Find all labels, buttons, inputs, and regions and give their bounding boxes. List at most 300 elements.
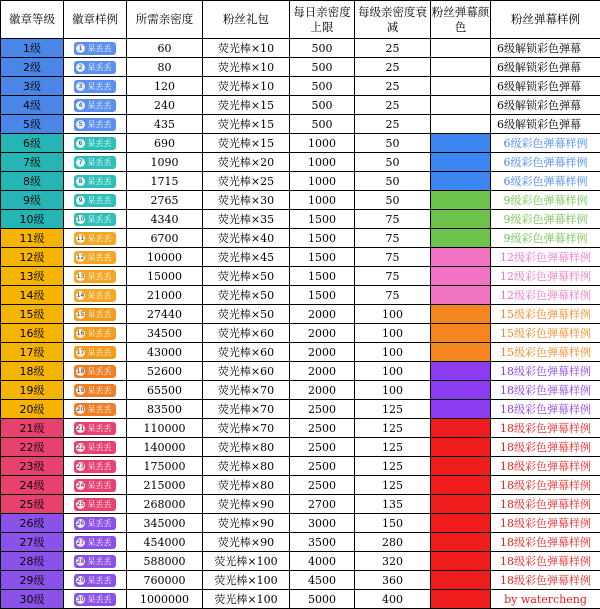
- daily-cap-cell: 1000: [290, 153, 355, 172]
- fan-badge-icon: [74, 251, 116, 264]
- danmu-example-cell: 15级彩色弹幕样例: [491, 343, 600, 362]
- level-cell: 14级: [1, 286, 64, 305]
- level-cell: 21级: [1, 419, 64, 438]
- badge-cell: [64, 438, 127, 457]
- level-cell: 15级: [1, 305, 64, 324]
- intimacy-cell: 120: [127, 77, 203, 96]
- intimacy-cell: 83500: [127, 400, 203, 419]
- danmu-color-swatch: [431, 58, 491, 77]
- gift-cell: 荧光棒×10: [203, 39, 290, 58]
- danmu-example-cell: 18级彩色弹幕样例: [491, 552, 600, 571]
- danmu-example-cell: 12级彩色弹幕样例: [491, 248, 600, 267]
- danmu-example-cell: 6级解锁彩色弹幕: [491, 115, 600, 134]
- danmu-example-cell: by watercheng: [491, 590, 600, 609]
- decay-cell: 150: [355, 514, 431, 533]
- daily-cap-cell: 1000: [290, 172, 355, 191]
- badge-cell: [64, 324, 127, 343]
- gift-cell: 荧光棒×70: [203, 381, 290, 400]
- level-cell: 10级: [1, 210, 64, 229]
- fan-badge-icon: [74, 574, 116, 587]
- header-danmu-example: 粉丝弹幕样例: [491, 1, 600, 39]
- badge-number: 22: [76, 443, 85, 452]
- table-row: [1, 210, 600, 229]
- danmu-example-cell: 9级彩色弹幕样例: [491, 210, 600, 229]
- decay-cell: 50: [355, 153, 431, 172]
- danmu-example-cell: 18级彩色弹幕样例: [491, 457, 600, 476]
- danmu-example-cell: 18级彩色弹幕样例: [491, 438, 600, 457]
- decay-cell: 75: [355, 286, 431, 305]
- gift-cell: 荧光棒×80: [203, 457, 290, 476]
- danmu-color-swatch: [431, 305, 491, 324]
- level-cell: 6级: [1, 134, 64, 153]
- intimacy-cell: 10000: [127, 248, 203, 267]
- danmu-color-swatch: [431, 552, 491, 571]
- decay-cell: 75: [355, 229, 431, 248]
- gift-cell: 荧光棒×50: [203, 305, 290, 324]
- daily-cap-cell: 2000: [290, 343, 355, 362]
- fan-badge-icon: [74, 365, 116, 378]
- badge-name: 呆丢丢: [85, 308, 114, 321]
- fan-badge-icon: [74, 156, 116, 169]
- table-row: [1, 495, 600, 514]
- level-cell: 23级: [1, 457, 64, 476]
- fan-badge-icon: [74, 194, 116, 207]
- badge-cell: [64, 419, 127, 438]
- badge-number: 13: [76, 272, 85, 281]
- daily-cap-cell: 2000: [290, 362, 355, 381]
- badge-cell: [64, 191, 127, 210]
- decay-cell: 25: [355, 96, 431, 115]
- fan-badge-icon: [74, 289, 116, 302]
- badge-name: 呆丢丢: [85, 194, 114, 207]
- intimacy-cell: 2765: [127, 191, 203, 210]
- badge-name: 呆丢丢: [85, 156, 114, 169]
- level-cell: 30级: [1, 590, 64, 609]
- badge-name: 呆丢丢: [85, 327, 114, 340]
- table-row: [1, 229, 600, 248]
- danmu-color-swatch: [431, 343, 491, 362]
- table-row: [1, 172, 600, 191]
- danmu-example-cell: 6级解锁彩色弹幕: [491, 39, 600, 58]
- level-cell: 28级: [1, 552, 64, 571]
- daily-cap-cell: 500: [290, 77, 355, 96]
- daily-cap-cell: 500: [290, 115, 355, 134]
- fan-badge-icon: [74, 99, 116, 112]
- fan-badge-icon: [74, 137, 116, 150]
- badge-cell: [64, 115, 127, 134]
- table-row: [1, 400, 600, 419]
- badge-name: 呆丢丢: [85, 574, 114, 587]
- danmu-example-cell: 18级彩色弹幕样例: [491, 362, 600, 381]
- gift-cell: 荧光棒×70: [203, 419, 290, 438]
- badge-number: 8: [76, 177, 85, 186]
- level-cell: 27级: [1, 533, 64, 552]
- fan-badge-icon: [74, 327, 116, 340]
- badge-number: 14: [76, 291, 85, 300]
- badge-cell: [64, 210, 127, 229]
- badge-number: 21: [76, 424, 85, 433]
- danmu-example-cell: 6级彩色弹幕样例: [491, 134, 600, 153]
- fan-badge-icon: [74, 517, 116, 530]
- decay-cell: 125: [355, 438, 431, 457]
- badge-cell: [64, 267, 127, 286]
- gift-cell: 荧光棒×25: [203, 172, 290, 191]
- intimacy-cell: 21000: [127, 286, 203, 305]
- header-fan-gift: 粉丝礼包: [203, 1, 290, 39]
- table-row: [1, 134, 600, 153]
- table-row: [1, 419, 600, 438]
- danmu-color-swatch: [431, 533, 491, 552]
- badge-number: 17: [76, 348, 85, 357]
- fan-badge-icon: [74, 593, 116, 606]
- table-row: [1, 343, 600, 362]
- fan-badge-icon: [74, 308, 116, 321]
- level-cell: 12级: [1, 248, 64, 267]
- badge-name: 呆丢丢: [85, 555, 114, 568]
- table-row: [1, 381, 600, 400]
- level-cell: 29级: [1, 571, 64, 590]
- decay-cell: 25: [355, 77, 431, 96]
- gift-cell: 荧光棒×15: [203, 96, 290, 115]
- daily-cap-cell: 1500: [290, 248, 355, 267]
- header-daily-cap: 每日亲密度上限: [290, 1, 355, 39]
- gift-cell: 荧光棒×90: [203, 514, 290, 533]
- decay-cell: 50: [355, 134, 431, 153]
- badge-name: 呆丢丢: [85, 61, 114, 74]
- badge-name: 呆丢丢: [85, 42, 114, 55]
- badge-number: 18: [76, 367, 85, 376]
- decay-cell: 100: [355, 362, 431, 381]
- gift-cell: 荧光棒×10: [203, 77, 290, 96]
- badge-number: 1: [76, 44, 85, 53]
- level-cell: 19级: [1, 381, 64, 400]
- gift-cell: 荧光棒×60: [203, 362, 290, 381]
- daily-cap-cell: 2500: [290, 476, 355, 495]
- badge-name: 呆丢丢: [85, 346, 114, 359]
- gift-cell: 荧光棒×90: [203, 533, 290, 552]
- daily-cap-cell: 2500: [290, 438, 355, 457]
- gift-cell: 荧光棒×15: [203, 134, 290, 153]
- badge-cell: [64, 400, 127, 419]
- decay-cell: 75: [355, 248, 431, 267]
- fan-badge-icon: [74, 555, 116, 568]
- daily-cap-cell: 2500: [290, 400, 355, 419]
- header-danmu-color: 粉丝弹幕颜色: [431, 1, 491, 39]
- danmu-example-cell: 15级彩色弹幕样例: [491, 324, 600, 343]
- danmu-example-cell: 12级彩色弹幕样例: [491, 286, 600, 305]
- danmu-example-cell: 18级彩色弹幕样例: [491, 533, 600, 552]
- fan-badge-icon: [74, 498, 116, 511]
- badge-number: 25: [76, 500, 85, 509]
- fan-badge-icon: [74, 42, 116, 55]
- daily-cap-cell: 500: [290, 39, 355, 58]
- badge-number: 28: [76, 557, 85, 566]
- gift-cell: 荧光棒×40: [203, 229, 290, 248]
- table-row: [1, 438, 600, 457]
- badge-name: 呆丢丢: [85, 213, 114, 226]
- intimacy-cell: 268000: [127, 495, 203, 514]
- badge-name: 呆丢丢: [85, 384, 114, 397]
- badge-cell: [64, 153, 127, 172]
- intimacy-cell: 1000000: [127, 590, 203, 609]
- decay-cell: 50: [355, 172, 431, 191]
- decay-cell: 100: [355, 305, 431, 324]
- danmu-color-swatch: [431, 96, 491, 115]
- badge-cell: [64, 381, 127, 400]
- daily-cap-cell: 4000: [290, 552, 355, 571]
- badge-name: 呆丢丢: [85, 137, 114, 150]
- intimacy-cell: 1090: [127, 153, 203, 172]
- danmu-example-cell: 18级彩色弹幕样例: [491, 419, 600, 438]
- badge-cell: [64, 77, 127, 96]
- level-cell: 20级: [1, 400, 64, 419]
- danmu-color-swatch: [431, 39, 491, 58]
- table-row: [1, 191, 600, 210]
- danmu-color-swatch: [431, 286, 491, 305]
- badge-number: 10: [76, 215, 85, 224]
- danmu-color-swatch: [431, 495, 491, 514]
- badge-cell: [64, 229, 127, 248]
- badge-number: 20: [76, 405, 85, 414]
- danmu-example-cell: 18级彩色弹幕样例: [491, 571, 600, 590]
- fan-badge-icon: [74, 384, 116, 397]
- badge-number: 23: [76, 462, 85, 471]
- intimacy-cell: 760000: [127, 571, 203, 590]
- danmu-color-swatch: [431, 115, 491, 134]
- badge-name: 呆丢丢: [85, 479, 114, 492]
- daily-cap-cell: 2000: [290, 305, 355, 324]
- level-cell: 4级: [1, 96, 64, 115]
- badge-cell: [64, 552, 127, 571]
- danmu-example-cell: 9级彩色弹幕样例: [491, 191, 600, 210]
- daily-cap-cell: 1000: [290, 191, 355, 210]
- badge-number: 15: [76, 310, 85, 319]
- intimacy-cell: 60: [127, 39, 203, 58]
- intimacy-cell: 80: [127, 58, 203, 77]
- level-cell: 26级: [1, 514, 64, 533]
- badge-name: 呆丢丢: [85, 441, 114, 454]
- fan-badge-icon: [74, 232, 116, 245]
- table-row: [1, 115, 600, 134]
- fan-badge-icon: [74, 479, 116, 492]
- badge-cell: [64, 533, 127, 552]
- intimacy-cell: 43000: [127, 343, 203, 362]
- danmu-color-swatch: [431, 248, 491, 267]
- intimacy-cell: 1715: [127, 172, 203, 191]
- gift-cell: 荧光棒×60: [203, 324, 290, 343]
- intimacy-cell: 52600: [127, 362, 203, 381]
- badge-name: 呆丢丢: [85, 289, 114, 302]
- badge-cell: [64, 457, 127, 476]
- badge-number: 2: [76, 63, 85, 72]
- intimacy-cell: 4340: [127, 210, 203, 229]
- gift-cell: 荧光棒×45: [203, 248, 290, 267]
- badge-name: 呆丢丢: [85, 536, 114, 549]
- decay-cell: 125: [355, 419, 431, 438]
- gift-cell: 荧光棒×50: [203, 267, 290, 286]
- badge-name: 呆丢丢: [85, 365, 114, 378]
- danmu-color-swatch: [431, 457, 491, 476]
- daily-cap-cell: 1500: [290, 229, 355, 248]
- decay-cell: 100: [355, 343, 431, 362]
- danmu-color-swatch: [431, 514, 491, 533]
- badge-cell: [64, 476, 127, 495]
- decay-cell: 25: [355, 115, 431, 134]
- level-cell: 13级: [1, 267, 64, 286]
- table-body: [1, 39, 600, 609]
- level-cell: 5级: [1, 115, 64, 134]
- daily-cap-cell: 1500: [290, 286, 355, 305]
- decay-cell: 400: [355, 590, 431, 609]
- danmu-color-swatch: [431, 419, 491, 438]
- badge-number: 24: [76, 481, 85, 490]
- intimacy-cell: 34500: [127, 324, 203, 343]
- danmu-example-cell: 18级彩色弹幕样例: [491, 381, 600, 400]
- badge-cell: [64, 58, 127, 77]
- gift-cell: 荧光棒×70: [203, 400, 290, 419]
- badge-name: 呆丢丢: [85, 422, 114, 435]
- decay-cell: 135: [355, 495, 431, 514]
- badge-name: 呆丢丢: [85, 460, 114, 473]
- level-cell: 22级: [1, 438, 64, 457]
- gift-cell: 荧光棒×80: [203, 438, 290, 457]
- intimacy-cell: 6700: [127, 229, 203, 248]
- danmu-example-cell: 12级彩色弹幕样例: [491, 267, 600, 286]
- header-badge-level: 徽章等级: [1, 1, 64, 39]
- fan-badge-icon: [74, 346, 116, 359]
- intimacy-cell: 215000: [127, 476, 203, 495]
- daily-cap-cell: 5000: [290, 590, 355, 609]
- danmu-color-swatch: [431, 210, 491, 229]
- decay-cell: 50: [355, 191, 431, 210]
- badge-cell: [64, 39, 127, 58]
- table-row: [1, 286, 600, 305]
- gift-cell: 荧光棒×100: [203, 590, 290, 609]
- badge-number: 27: [76, 538, 85, 547]
- badge-number: 29: [76, 576, 85, 585]
- intimacy-cell: 27440: [127, 305, 203, 324]
- decay-cell: 125: [355, 400, 431, 419]
- danmu-example-cell: 6级解锁彩色弹幕: [491, 96, 600, 115]
- gift-cell: 荧光棒×50: [203, 286, 290, 305]
- fan-badge-icon: [74, 441, 116, 454]
- badge-cell: [64, 514, 127, 533]
- danmu-example-cell: 6级彩色弹幕样例: [491, 153, 600, 172]
- intimacy-cell: 15000: [127, 267, 203, 286]
- danmu-color-swatch: [431, 267, 491, 286]
- badge-number: 30: [76, 595, 85, 604]
- table-row: [1, 552, 600, 571]
- badge-number: 12: [76, 253, 85, 262]
- fan-badge-icon: [74, 118, 116, 131]
- daily-cap-cell: 1000: [290, 134, 355, 153]
- badge-name: 呆丢丢: [85, 593, 114, 606]
- intimacy-cell: 345000: [127, 514, 203, 533]
- danmu-color-swatch: [431, 134, 491, 153]
- table-row: [1, 514, 600, 533]
- level-cell: 1级: [1, 39, 64, 58]
- fan-badge-icon: [74, 61, 116, 74]
- table-row: [1, 476, 600, 495]
- decay-cell: 360: [355, 571, 431, 590]
- intimacy-cell: 240: [127, 96, 203, 115]
- gift-cell: 荧光棒×90: [203, 495, 290, 514]
- table-row: [1, 267, 600, 286]
- intimacy-cell: 435: [127, 115, 203, 134]
- decay-cell: 125: [355, 457, 431, 476]
- header-decay: 每级亲密度衰减: [355, 1, 431, 39]
- decay-cell: 75: [355, 210, 431, 229]
- danmu-color-swatch: [431, 324, 491, 343]
- daily-cap-cell: 4500: [290, 571, 355, 590]
- fan-badge-icon: [74, 536, 116, 549]
- header-row: [1, 1, 600, 39]
- table-row: [1, 324, 600, 343]
- fan-badge-icon: [74, 213, 116, 226]
- daily-cap-cell: 1500: [290, 267, 355, 286]
- header-badge-sample: 徽章样例: [64, 1, 127, 39]
- intimacy-cell: 454000: [127, 533, 203, 552]
- header-required-intimacy: 所需亲密度: [127, 1, 203, 39]
- danmu-example-cell: 18级彩色弹幕样例: [491, 495, 600, 514]
- danmu-color-swatch: [431, 77, 491, 96]
- decay-cell: 100: [355, 381, 431, 400]
- badge-number: 16: [76, 329, 85, 338]
- level-cell: 18级: [1, 362, 64, 381]
- daily-cap-cell: 3000: [290, 514, 355, 533]
- decay-cell: 125: [355, 476, 431, 495]
- gift-cell: 荧光棒×100: [203, 552, 290, 571]
- level-cell: 11级: [1, 229, 64, 248]
- badge-number: 7: [76, 158, 85, 167]
- badge-name: 呆丢丢: [85, 99, 114, 112]
- danmu-color-swatch: [431, 172, 491, 191]
- table-row: [1, 39, 600, 58]
- table-row: [1, 58, 600, 77]
- badge-cell: [64, 96, 127, 115]
- danmu-color-swatch: [431, 153, 491, 172]
- decay-cell: 25: [355, 39, 431, 58]
- intimacy-cell: 588000: [127, 552, 203, 571]
- badge-cell: [64, 362, 127, 381]
- badge-number: 26: [76, 519, 85, 528]
- fan-badge-icon: [74, 270, 116, 283]
- level-cell: 3级: [1, 77, 64, 96]
- daily-cap-cell: 500: [290, 96, 355, 115]
- decay-cell: 75: [355, 267, 431, 286]
- table-row: [1, 96, 600, 115]
- level-cell: 24级: [1, 476, 64, 495]
- fan-badge-icon: [74, 422, 116, 435]
- badge-name: 呆丢丢: [85, 175, 114, 188]
- danmu-example-cell: 18级彩色弹幕样例: [491, 476, 600, 495]
- danmu-color-swatch: [431, 571, 491, 590]
- badge-name: 呆丢丢: [85, 270, 114, 283]
- badge-number: 11: [76, 234, 85, 243]
- danmu-example-cell: 15级彩色弹幕样例: [491, 305, 600, 324]
- danmu-example-cell: 18级彩色弹幕样例: [491, 400, 600, 419]
- table-row: [1, 533, 600, 552]
- badge-number: 19: [76, 386, 85, 395]
- level-cell: 9级: [1, 191, 64, 210]
- daily-cap-cell: 2700: [290, 495, 355, 514]
- badge-cell: [64, 495, 127, 514]
- danmu-color-swatch: [431, 362, 491, 381]
- intimacy-cell: 140000: [127, 438, 203, 457]
- level-cell: 16级: [1, 324, 64, 343]
- table-row: [1, 457, 600, 476]
- badge-name: 呆丢丢: [85, 517, 114, 530]
